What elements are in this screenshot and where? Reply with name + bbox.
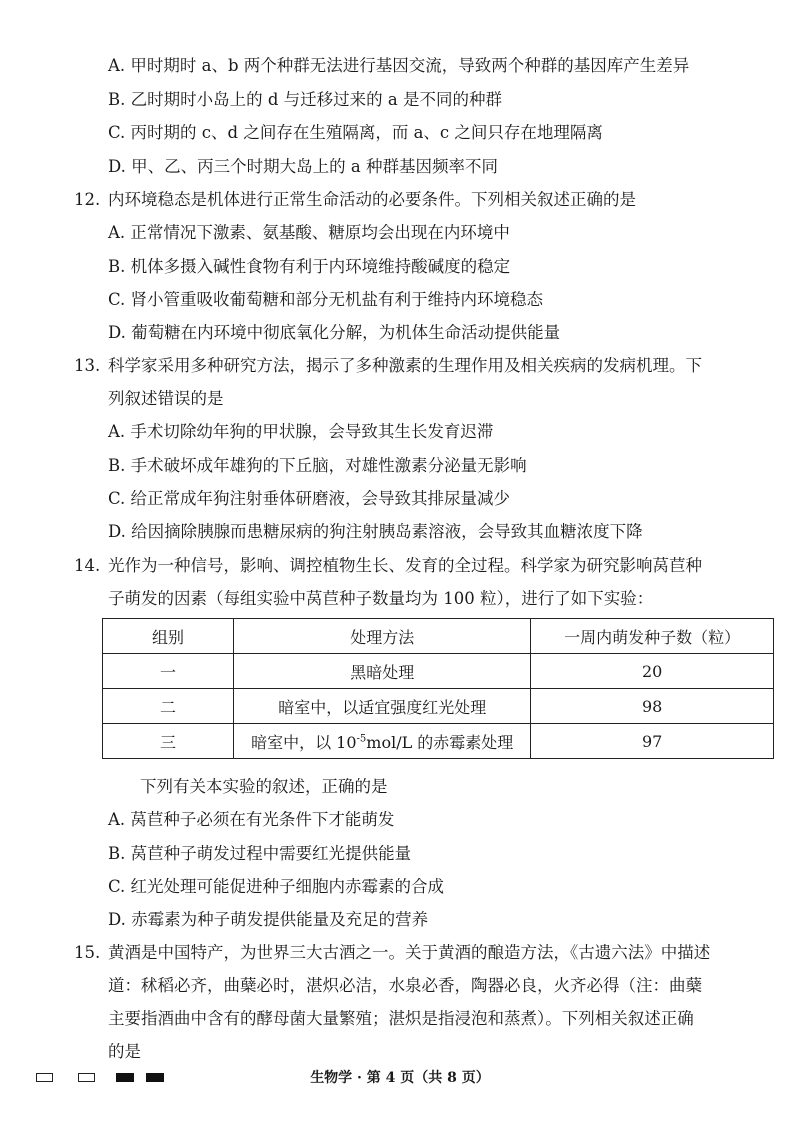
q12-option-c: C. 肾小管重吸收葡萄糖和部分无机盐有利于维持内环境稳态 — [108, 290, 544, 309]
q13-option-a: A. 手术切除幼年狗的甲状腺，会导致其生长发育迟滞 — [108, 422, 494, 441]
table-header: 一周内萌发种子数（粒） — [531, 619, 774, 654]
q12-option-d: D. 葡萄糖在内环境中彻底氧化分解，为机体生命活动提供能量 — [108, 323, 561, 342]
table-row — [103, 724, 774, 759]
q12-option-a: A. 正常情况下激素、氨基酸、糖原均会出现在内环境中 — [108, 223, 510, 242]
table-cell: 二 — [103, 689, 234, 724]
q14-stem-line1: 光作为一种信号，影响、调控植物生长、发育的全过程。科学家为研究影响莴苣种 — [108, 556, 702, 575]
q13-stem-line2: 列叙述错误的是 — [108, 389, 224, 408]
q11-option-b: B. 乙时期时小岛上的 d 与迁移过来的 a 是不同的种群 — [108, 90, 502, 109]
q14-option-d: D. 赤霉素为种子萌发提供能量及充足的营养 — [108, 910, 429, 929]
table-header: 处理方法 — [234, 619, 531, 654]
q15-line1: 黄酒是中国特产，为世界三大古酒之一。关于黄酒的酿造方法，《古遗六法》中描述 — [108, 943, 711, 962]
q11-option-a: A. 甲时期时 a、b 两个种群无法进行基因交流，导致两个种群的基因库产生差异 — [108, 56, 690, 75]
table-cell: 暗室中，以适宜强度红光处理 — [234, 689, 531, 724]
table-row — [103, 654, 774, 689]
q14-option-a: A. 莴苣种子必须在有光条件下才能萌发 — [108, 810, 395, 829]
q14-option-c: C. 红光处理可能促进种子细胞内赤霉素的合成 — [108, 877, 445, 896]
experiment-table — [102, 618, 774, 759]
table-cell: 黑暗处理 — [234, 654, 531, 689]
table-cell: 97 — [531, 724, 774, 759]
q14-number: 14. — [74, 556, 101, 575]
q15-line4: 的是 — [108, 1042, 141, 1061]
table-cell: 20 — [531, 654, 774, 689]
exponent: -5 — [356, 733, 367, 745]
table-cell: 98 — [531, 689, 774, 724]
table-cell: 三 — [103, 724, 234, 759]
q13-option-c: C. 给正常成年狗注射垂体研磨液，会导致其排尿量减少 — [108, 489, 511, 508]
q12-stem: 内环境稳态是机体进行正常生命活动的必要条件。下列相关叙述正确的是 — [108, 190, 636, 209]
page-number: 生物学 · 第 4 页（共 8 页） — [310, 1070, 490, 1086]
q15-number: 15. — [74, 943, 101, 962]
table-row — [103, 689, 774, 724]
table-cell — [234, 724, 531, 759]
treatment-text: 暗室中，以 10 — [251, 732, 357, 752]
q14-stem-line2: 子萌发的因素（每组实验中莴苣种子数量均为 100 粒），进行了如下实验： — [108, 589, 654, 608]
table-header: 组别 — [103, 619, 234, 654]
q12-option-b: B. 机体多摄入碱性食物有利于内环境维持酸碱度的稳定 — [108, 257, 511, 276]
table-header-row — [103, 619, 774, 654]
q11-option-c: C. 丙时期的 c、d 之间存在生殖隔离，而 a、c 之间只存在地理隔离 — [108, 123, 603, 142]
q14-option-b: B. 莴苣种子萌发过程中需要红光提供能量 — [108, 844, 412, 863]
q15-line3: 主要指酒曲中含有的酵母菌大量繁殖；湛炽是指浸泡和蒸煮）。下列相关叙述正确 — [108, 1009, 694, 1028]
q12-number: 12. — [74, 190, 101, 209]
q13-stem-line1: 科学家采用多种研究方法，揭示了多种激素的生理作用及相关疾病的发病机理。下 — [108, 356, 702, 375]
q14-after-table: 下列有关本实验的叙述，正确的是 — [140, 777, 388, 796]
table-cell: 一 — [103, 654, 234, 689]
q11-option-d: D. 甲、乙、丙三个时期大岛上的 a 种群基因频率不同 — [108, 157, 498, 176]
q13-option-d: D. 给因摘除胰腺而患糖尿病的狗注射胰岛素溶液，会导致其血糖浓度下降 — [108, 522, 643, 541]
treatment-tail: mol/L 的赤霉素处理 — [366, 732, 514, 752]
q13-number: 13. — [74, 356, 101, 375]
q15-line2: 道：秫稻必齐，曲蘖必时，湛炽必洁，水泉必香，陶器必良，火齐必得（注：曲蘖 — [108, 976, 702, 995]
q13-option-b: B. 手术破坏成年雄狗的下丘脑，对雄性激素分泌量无影响 — [108, 456, 527, 475]
